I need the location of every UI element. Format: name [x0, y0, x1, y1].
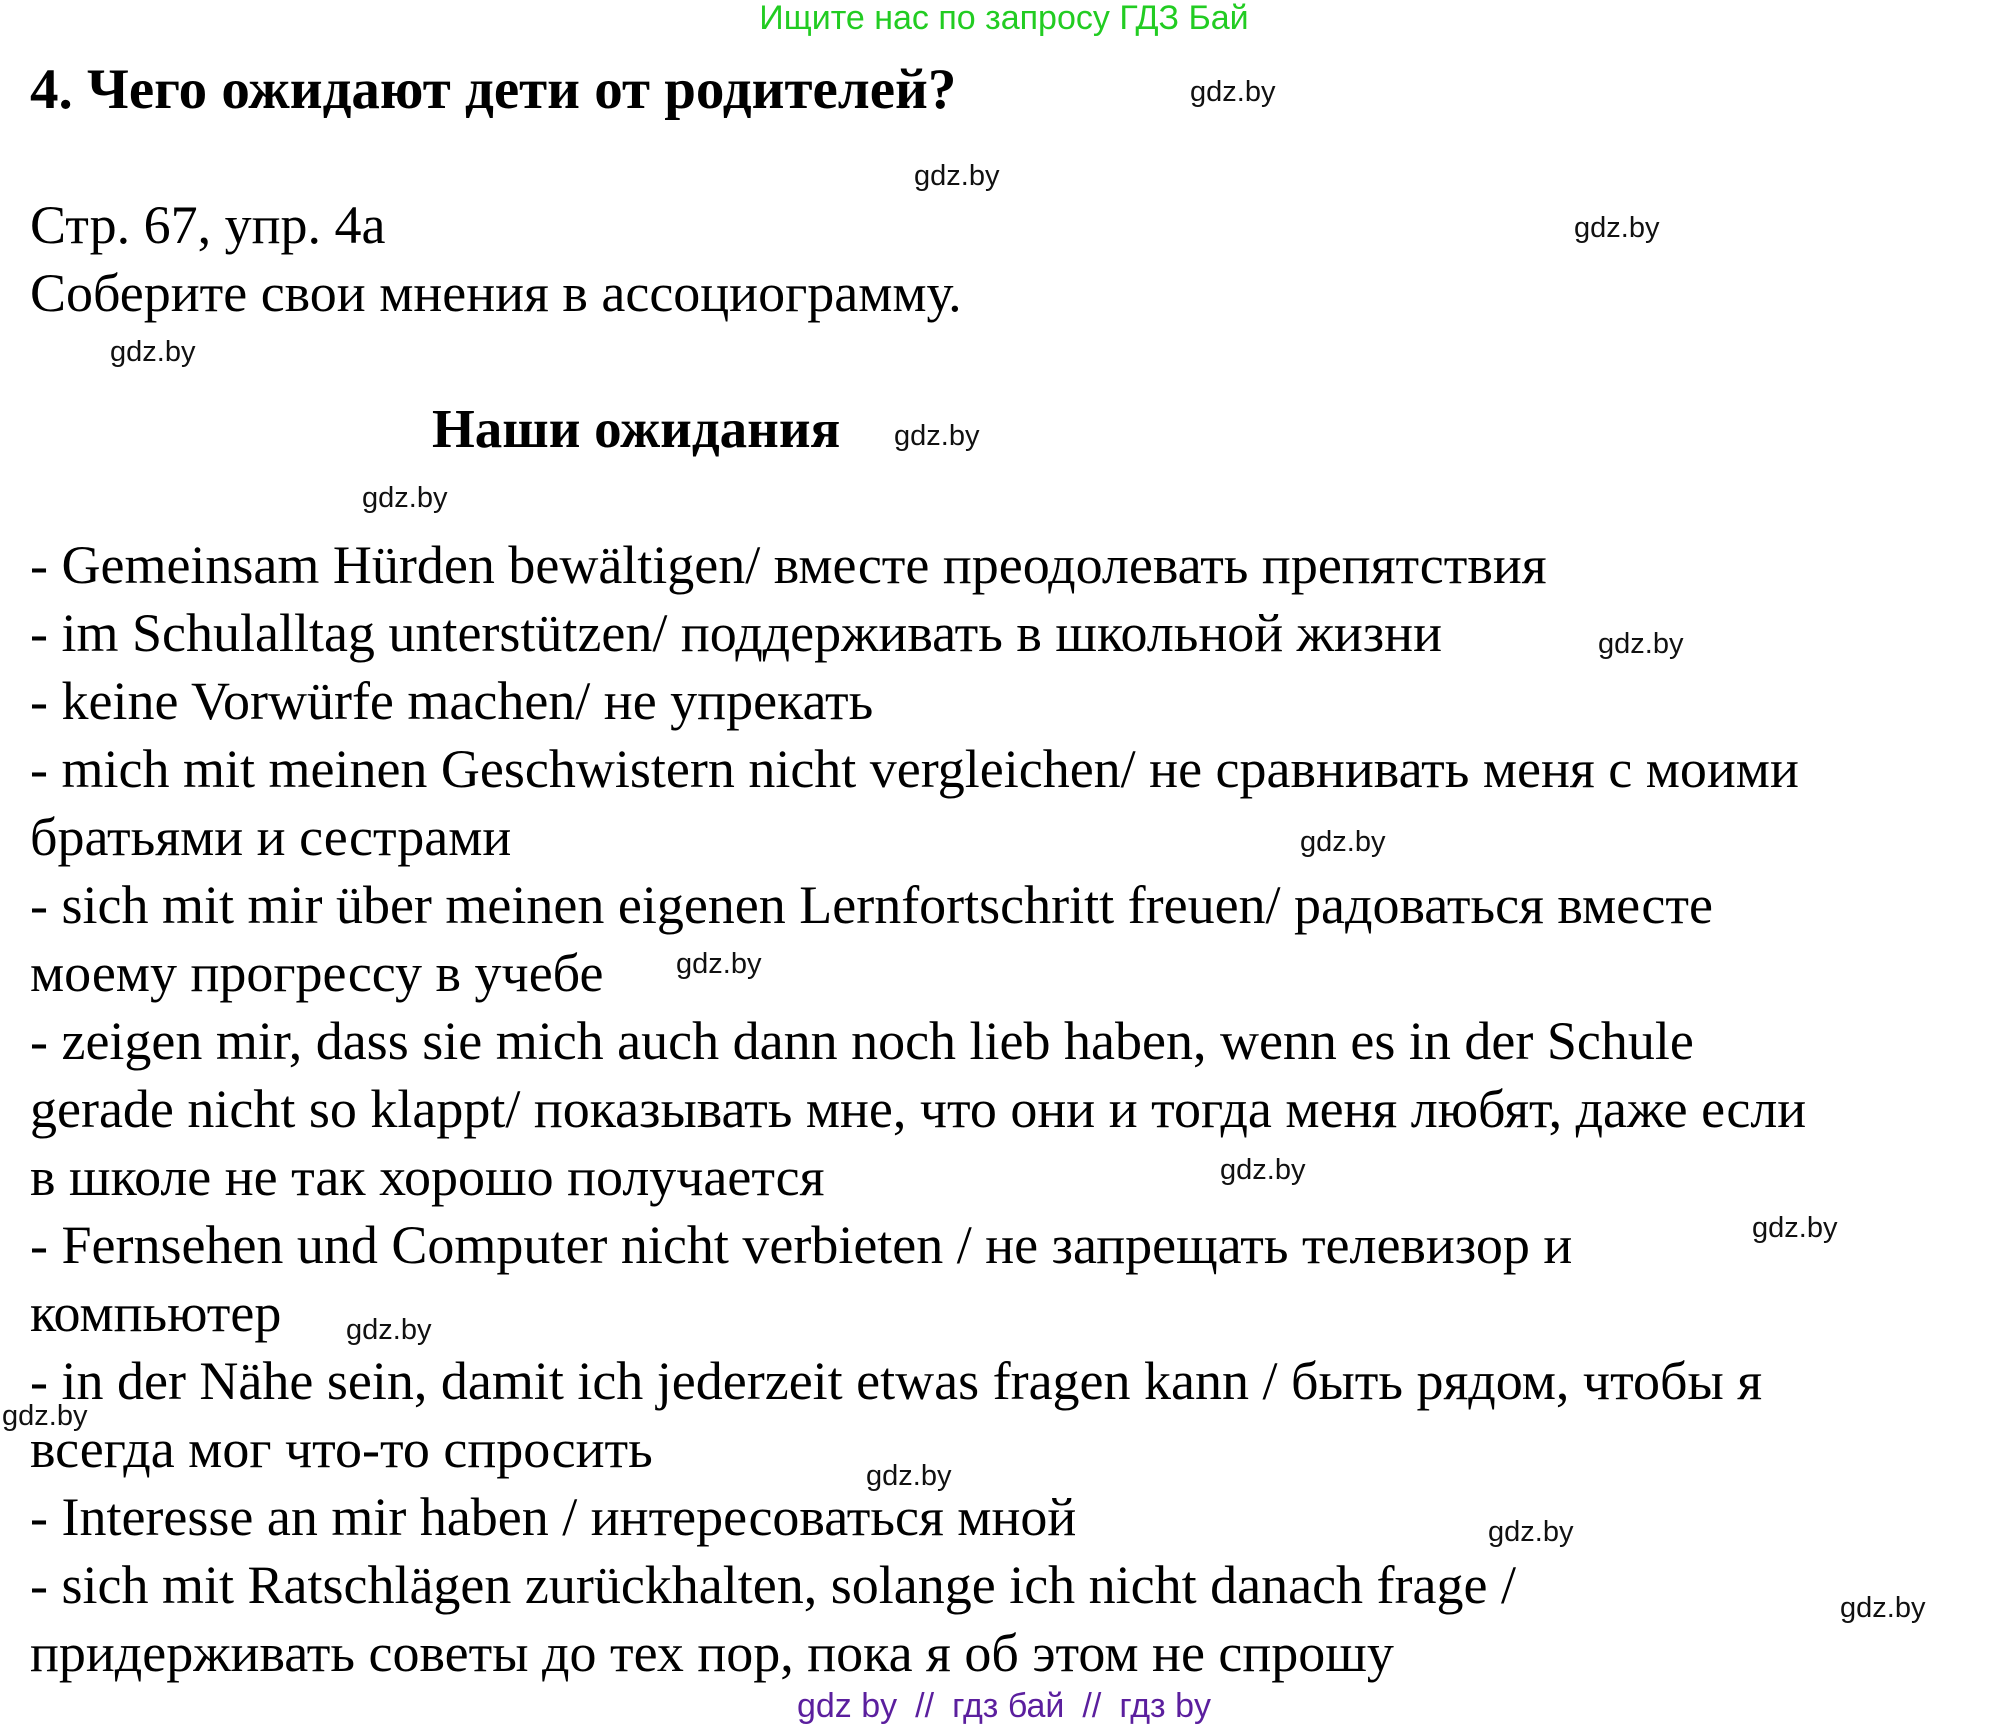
watermark: gdz.by [110, 336, 196, 368]
watermark: gdz.by [1840, 1592, 1926, 1624]
list-line: gerade nicht so klappt/ показывать мне, что они и тогда меня любят, даже если [30, 1079, 1807, 1139]
footer-links [0, 1688, 2008, 1724]
list-line: - in der Nähe sein, damit ich jederzeit etwas fragen kann / быть рядом, чтобы я [30, 1351, 1763, 1411]
watermark: gdz.by [914, 160, 1000, 192]
watermark: gdz.by [676, 948, 762, 980]
footer-separator: // [1082, 1687, 1102, 1725]
footer-separator: // [915, 1687, 935, 1725]
list-line: - sich mit mir über meinen eigenen Lernfortschritt freuen/ радоваться вместе [30, 875, 1713, 935]
footer-link-gdz-bai[interactable]: гдз бай [952, 1687, 1065, 1725]
watermark: gdz.by [866, 1460, 952, 1492]
list-line: - Interesse an mir haben / интересоваться мной [30, 1487, 1077, 1547]
watermark: gdz.by [1488, 1516, 1574, 1548]
list-line: - im Schulalltag unterstützen/ поддерживать в школьной жизни [30, 603, 1442, 663]
list-line: всегда мог что-то спросить [30, 1419, 653, 1479]
list-line: придерживать советы до тех пор, пока я об этом не спрошу [30, 1623, 1394, 1683]
section-subheading: Наши ожидания [432, 398, 841, 459]
watermark: gdz.by [1220, 1154, 1306, 1186]
list-line: компьютер [30, 1283, 282, 1343]
list-line: братьями и сестрами [30, 807, 512, 867]
watermark: gdz.by [1300, 826, 1386, 858]
search-banner: Ищите нас по запросу ГДЗ Бай [759, 0, 1249, 37]
watermark: gdz.by [2, 1400, 88, 1432]
watermark: gdz.by [1190, 76, 1276, 108]
watermark: gdz.by [362, 482, 448, 514]
page-heading: 4. Чего ожидают дети от родителей? [30, 58, 957, 121]
footer-link-gdz-by[interactable]: gdz by [796, 1687, 898, 1725]
watermark: gdz.by [1598, 628, 1684, 660]
watermark: gdz.by [346, 1314, 432, 1346]
footer-link-gdz-by-cyr[interactable]: гдз by [1119, 1687, 1211, 1725]
exercise-reference: Стр. 67, упр. 4а [30, 195, 386, 255]
watermark: gdz.by [1574, 212, 1660, 244]
watermark: gdz.by [894, 420, 980, 452]
list-line: - keine Vorwürfe machen/ не упрекать [30, 671, 874, 731]
list-line: - zeigen mir, dass sie mich auch dann noch lieb haben, wenn es in der Schule [30, 1011, 1694, 1071]
list-line: моему прогрессу в учебе [30, 943, 604, 1003]
list-line: - sich mit Ratschlägen zurückhalten, solange ich nicht danach frage / [30, 1555, 1516, 1615]
watermark: gdz.by [1752, 1212, 1838, 1244]
list-line: - Fernsehen und Computer nicht verbieten / не запрещать телевизор и [30, 1215, 1573, 1275]
list-line: в школе не так хорошо получается [30, 1147, 825, 1207]
exercise-instruction: Соберите свои мнения в ассоциограмму. [30, 263, 962, 323]
list-line: - Gemeinsam Hürden bewältigen/ вместе преодолевать препятствия [30, 535, 1547, 595]
list-line: - mich mit meinen Geschwistern nicht vergleichen/ не сравнивать меня с моими [30, 739, 1799, 799]
